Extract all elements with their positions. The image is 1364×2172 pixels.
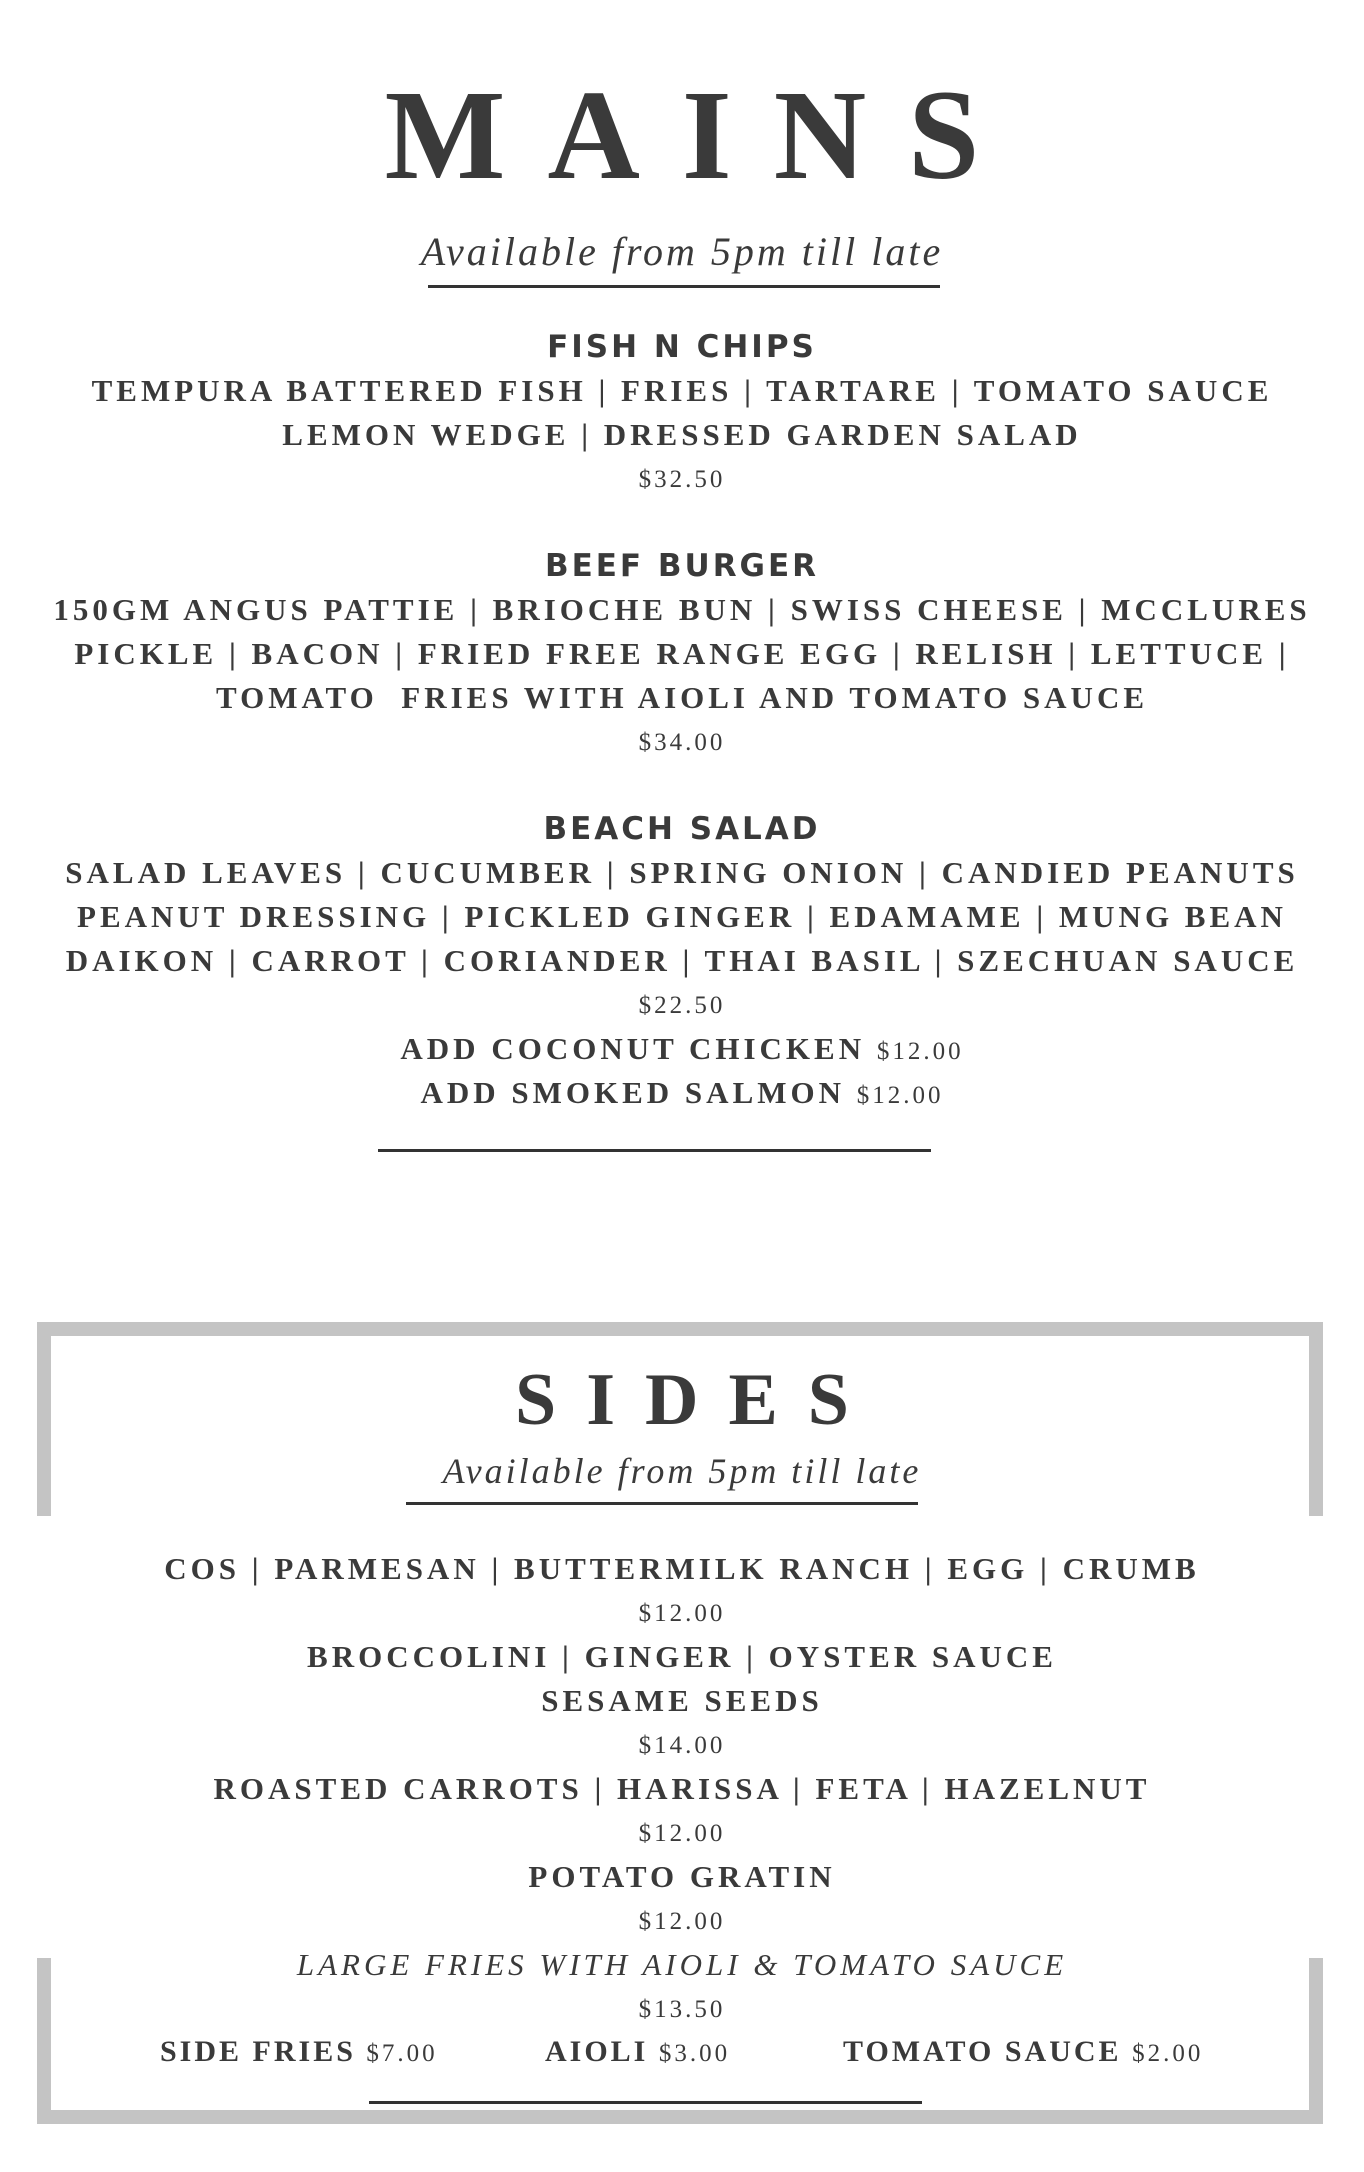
extra-label: TOMATO SAUCE [843, 2035, 1122, 2068]
side-item-price: $12.00 [638, 1820, 726, 1847]
dish-price: $22.50 [638, 992, 726, 1019]
side-item-price: $12.00 [638, 1600, 726, 1627]
extra-tomato-sauce [843, 2035, 1203, 2069]
sides-title: SIDES [515, 1359, 879, 1441]
dish-description-line: PICKLE | BACON | FRIED FREE RANGE EGG | RELISH | LETTUCE | [74, 636, 1290, 671]
side-item-description: POTATO GRATIN [528, 1859, 836, 1894]
addon-coconut-chicken [0, 1031, 1364, 1067]
extra-price: $7.00 [366, 2040, 438, 2067]
dish-description-line: TEMPURA BATTERED FISH | FRIES | TARTARE | TOMATO SAUCE [91, 373, 1273, 408]
dish-name-fish-n-chips: FISH N CHIPS [547, 329, 817, 365]
side-item-description: COS | PARMESAN | BUTTERMILK RANCH | EGG | CRUMB [164, 1551, 1200, 1586]
dish-description-line: TOMATO FRIES WITH AIOLI AND TOMATO SAUCE [215, 680, 1149, 715]
mains-title: MAINS [384, 64, 1022, 206]
dish-name-beach-salad: BEACH SALAD [543, 811, 821, 847]
extra-price: $2.00 [1132, 2040, 1204, 2067]
frame-top-edge [37, 1322, 1323, 1336]
addon-label: ADD SMOKED SALMON [420, 1075, 845, 1110]
sides-subtitle-underline [406, 1502, 918, 1505]
dish-price: $32.50 [638, 466, 726, 493]
addon-price: $12.00 [856, 1082, 944, 1109]
side-item-price: $13.50 [638, 1996, 726, 2023]
mains-subtitle-underline [428, 285, 940, 288]
side-item-description: BROCCOLINI | GINGER | OYSTER SAUCE [307, 1639, 1057, 1674]
extra-price: $3.00 [658, 2040, 731, 2067]
frame-bottom-edge [37, 2110, 1323, 2124]
extra-label: AIOLI [545, 2035, 649, 2068]
dish-description-line: LEMON WEDGE | DRESSED GARDEN SALAD [282, 417, 1082, 452]
addon-smoked-salmon [0, 1075, 1364, 1111]
side-item-price: $12.00 [638, 1908, 726, 1935]
extra-aioli [545, 2035, 730, 2069]
sides-subtitle: Available from 5pm till late [442, 1451, 922, 1491]
dish-description-line: DAIKON | CARROT | CORIANDER | THAI BASIL | SZECHUAN SAUCE [65, 943, 1299, 978]
dish-description-line: PEANUT DRESSING | PICKLED GINGER | EDAMAME | MUNG BEAN [77, 899, 1287, 934]
dish-description-line: 150GM ANGUS PATTIE | BRIOCHE BUN | SWISS CHEESE | MCCLURES [53, 592, 1311, 627]
dish-description-line: SALAD LEAVES | CUCUMBER | SPRING ONION | CANDIED PEANUTS [65, 855, 1299, 890]
side-item-price: $14.00 [638, 1732, 726, 1759]
sides-bottom-divider [369, 2101, 922, 2104]
side-item-description: ROASTED CARROTS | HARISSA | FETA | HAZELNUT [213, 1771, 1151, 1806]
dish-price: $34.00 [638, 729, 726, 756]
extra-side-fries [160, 2035, 438, 2069]
dish-name-beef-burger: BEEF BURGER [544, 548, 820, 584]
mains-subtitle: Available from 5pm till late [420, 229, 944, 274]
side-item-description: SESAME SEEDS [541, 1683, 823, 1718]
addon-price: $12.00 [876, 1038, 964, 1065]
extra-label: SIDE FRIES [160, 2035, 356, 2068]
addon-label: ADD COCONUT CHICKEN [400, 1031, 866, 1066]
mains-bottom-divider [378, 1149, 931, 1152]
side-item-description: LARGE FRIES WITH AIOLI & TOMATO SAUCE [296, 1947, 1068, 1982]
